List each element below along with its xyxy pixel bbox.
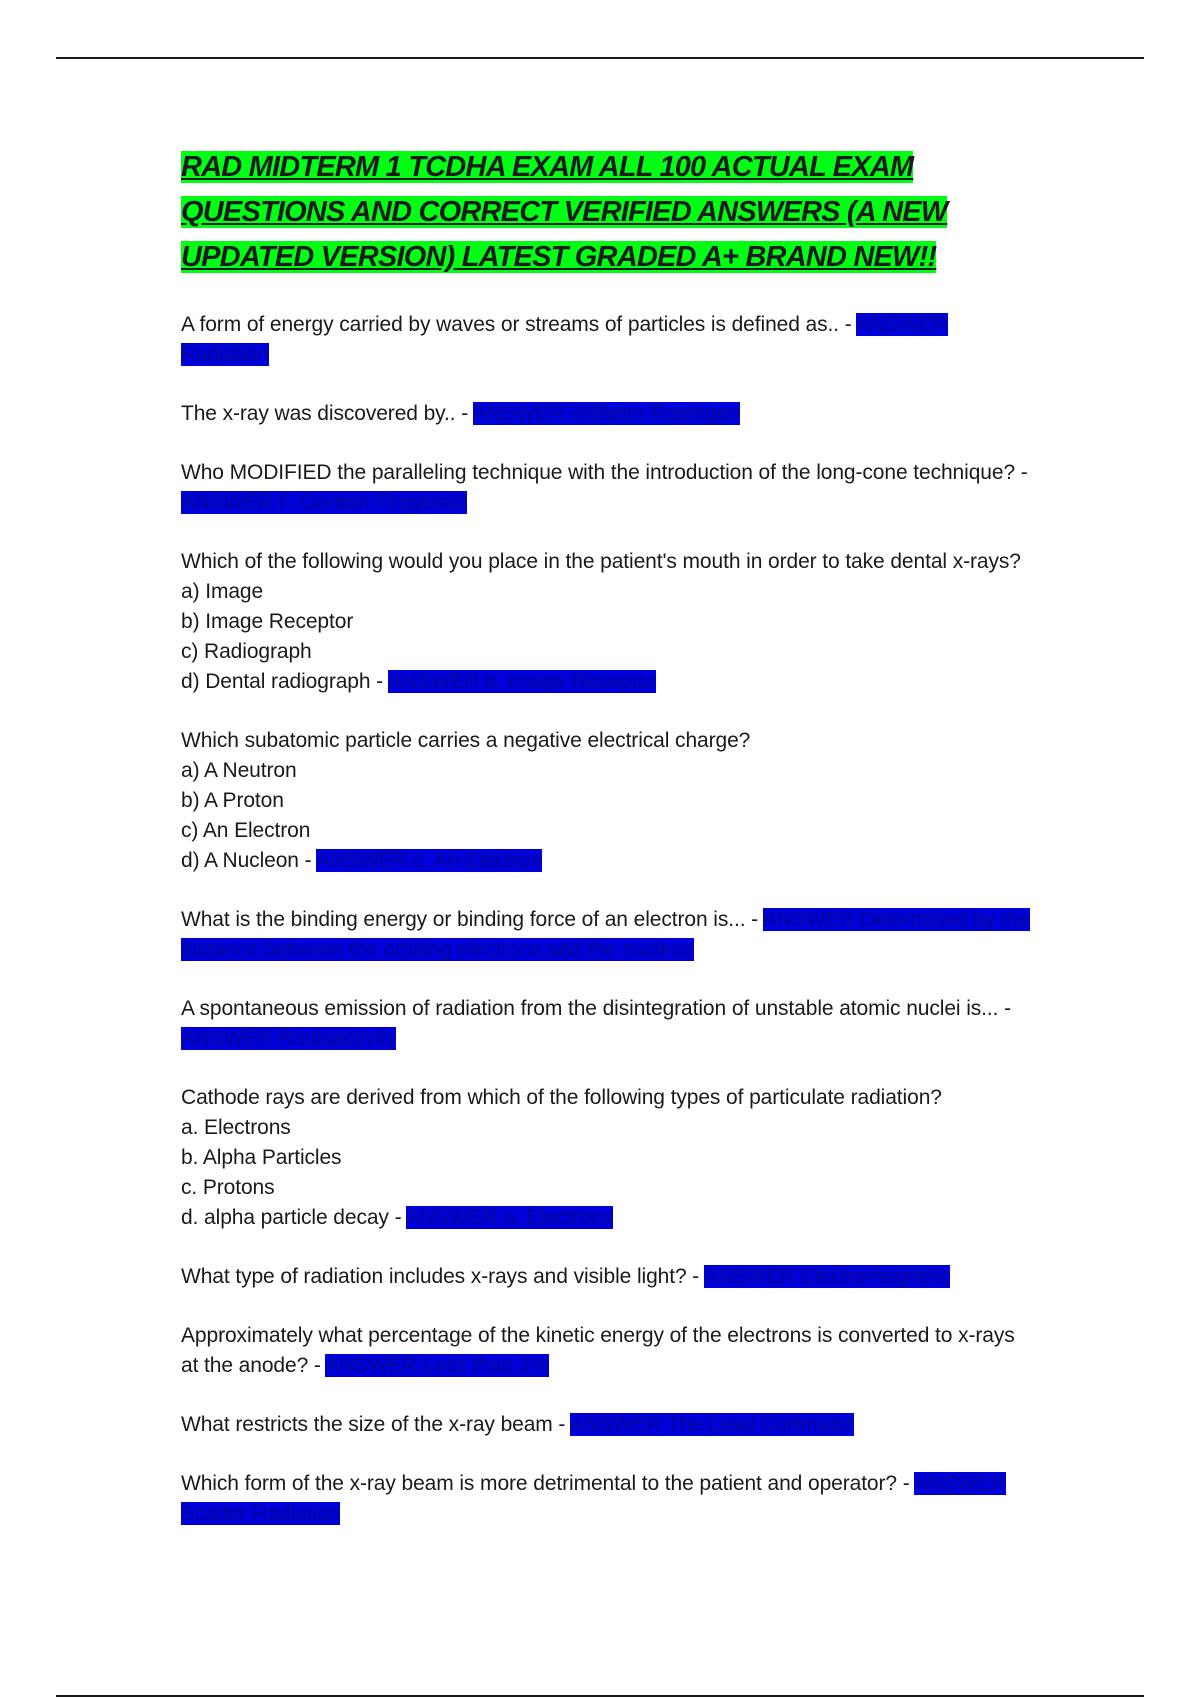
option-d: d) A Nucleon - — [181, 849, 317, 872]
answer-highlight: ANSWER b. Image Receptor — [387, 670, 657, 693]
qa-item-9 — [181, 1262, 1031, 1292]
answer-highlight: ANSWER Scatter Radiation — [181, 1472, 1006, 1525]
option-c: c) Radiograph — [181, 640, 312, 663]
question-text: A form of energy carried by waves or streams of particles is defined as.. - — [181, 313, 857, 336]
answer-highlight: ANSWER Wilhelm Roentgen — [472, 402, 740, 425]
qa-item-1 — [181, 310, 1031, 370]
qa-item-12 — [181, 1469, 1031, 1529]
answer-highlight: ANSWER c. An Electron — [316, 849, 542, 872]
answer-highlight: ANSWER Determined by the distance between the orbiting electrons and the nucleus — [181, 908, 1030, 961]
qa-item-3 — [181, 458, 1031, 518]
option-d: d) Dental radiograph - — [181, 670, 388, 693]
qa-item-8 — [181, 1083, 1031, 1233]
question-text: Which form of the x-ray beam is more detrimental to the patient and operator? - — [181, 1472, 915, 1495]
answer-highlight: ANSWER Radioactivity — [181, 1027, 397, 1050]
answer-highlight: ANSWER Less than 1% — [325, 1354, 549, 1377]
option-b: b. Alpha Particles — [181, 1146, 342, 1169]
option-b: b) Image Receptor — [181, 610, 354, 633]
answer-highlight: ANSWER Radiation — [181, 313, 948, 366]
question-text: Which of the following would you place in the patient's mouth in order to take dental x-rays? — [181, 550, 1021, 573]
qa-item-2 — [181, 399, 1031, 429]
option-a: a. Electrons — [181, 1116, 291, 1139]
option-d-line — [181, 846, 1031, 876]
answer-highlight: ANSWER a. Electrons — [406, 1206, 614, 1229]
question-text: What restricts the size of the x-ray beam - — [181, 1413, 570, 1436]
answer-highlight: ANSWER The Lead Collimator — [569, 1413, 855, 1436]
qa-item-5 — [181, 726, 1031, 876]
document-title — [181, 145, 1031, 280]
option-a: a) A Neutron — [181, 759, 297, 782]
question-text: Which subatomic particle carries a negative electrical charge? — [181, 729, 751, 752]
option-d-line — [181, 1203, 1031, 1233]
question-text: Approximately what percentage of the kinetic energy of the electrons is converted to x-rays at the anode? - — [181, 1324, 1015, 1377]
qa-item-6 — [181, 905, 1031, 965]
question-text: A spontaneous emission of radiation from the disintegration of unstable atomic nuclei is... - — [181, 997, 1011, 1020]
option-c: c. Protons — [181, 1176, 275, 1199]
question-text: What is the binding energy or binding force of an electron is... - — [181, 908, 763, 931]
option-c: c) An Electron — [181, 819, 311, 842]
question-text: The x-ray was discovered by.. - — [181, 402, 473, 425]
title-highlight: RAD MIDTERM 1 TCDHA EXAM ALL 100 ACTUAL EXAM QUESTIONS AND CORRECT VERIFIED ANSWERS (A NEW UPDATED VERSION) LATEST GRADED A+ BRAND NEW!! — [181, 151, 948, 273]
question-text: Cathode rays are derived from which of the following types of particulate radiation? — [181, 1086, 942, 1109]
option-d: d. alpha particle decay - — [181, 1206, 407, 1229]
option-d-line — [181, 667, 1031, 697]
option-a: a) Image — [181, 580, 264, 603]
question-text: Who MODIFIED the paralleling technique with the introduction of the long-cone technique? - — [181, 461, 1028, 484]
bottom-rule — [56, 1695, 1144, 1697]
answer-highlight: ANSWER F. Gordon Fitzgerald — [181, 491, 467, 514]
option-b: b) A Proton — [181, 789, 284, 812]
document-body — [181, 145, 1031, 1558]
question-text: What type of radiation includes x-rays and visible light? - — [181, 1265, 704, 1288]
qa-item-4 — [181, 547, 1031, 697]
answer-highlight: ANSWER Electromagnetic — [703, 1265, 951, 1288]
top-rule — [56, 57, 1144, 59]
qa-item-11 — [181, 1410, 1031, 1440]
qa-item-10 — [181, 1321, 1031, 1381]
qa-item-7 — [181, 994, 1031, 1054]
